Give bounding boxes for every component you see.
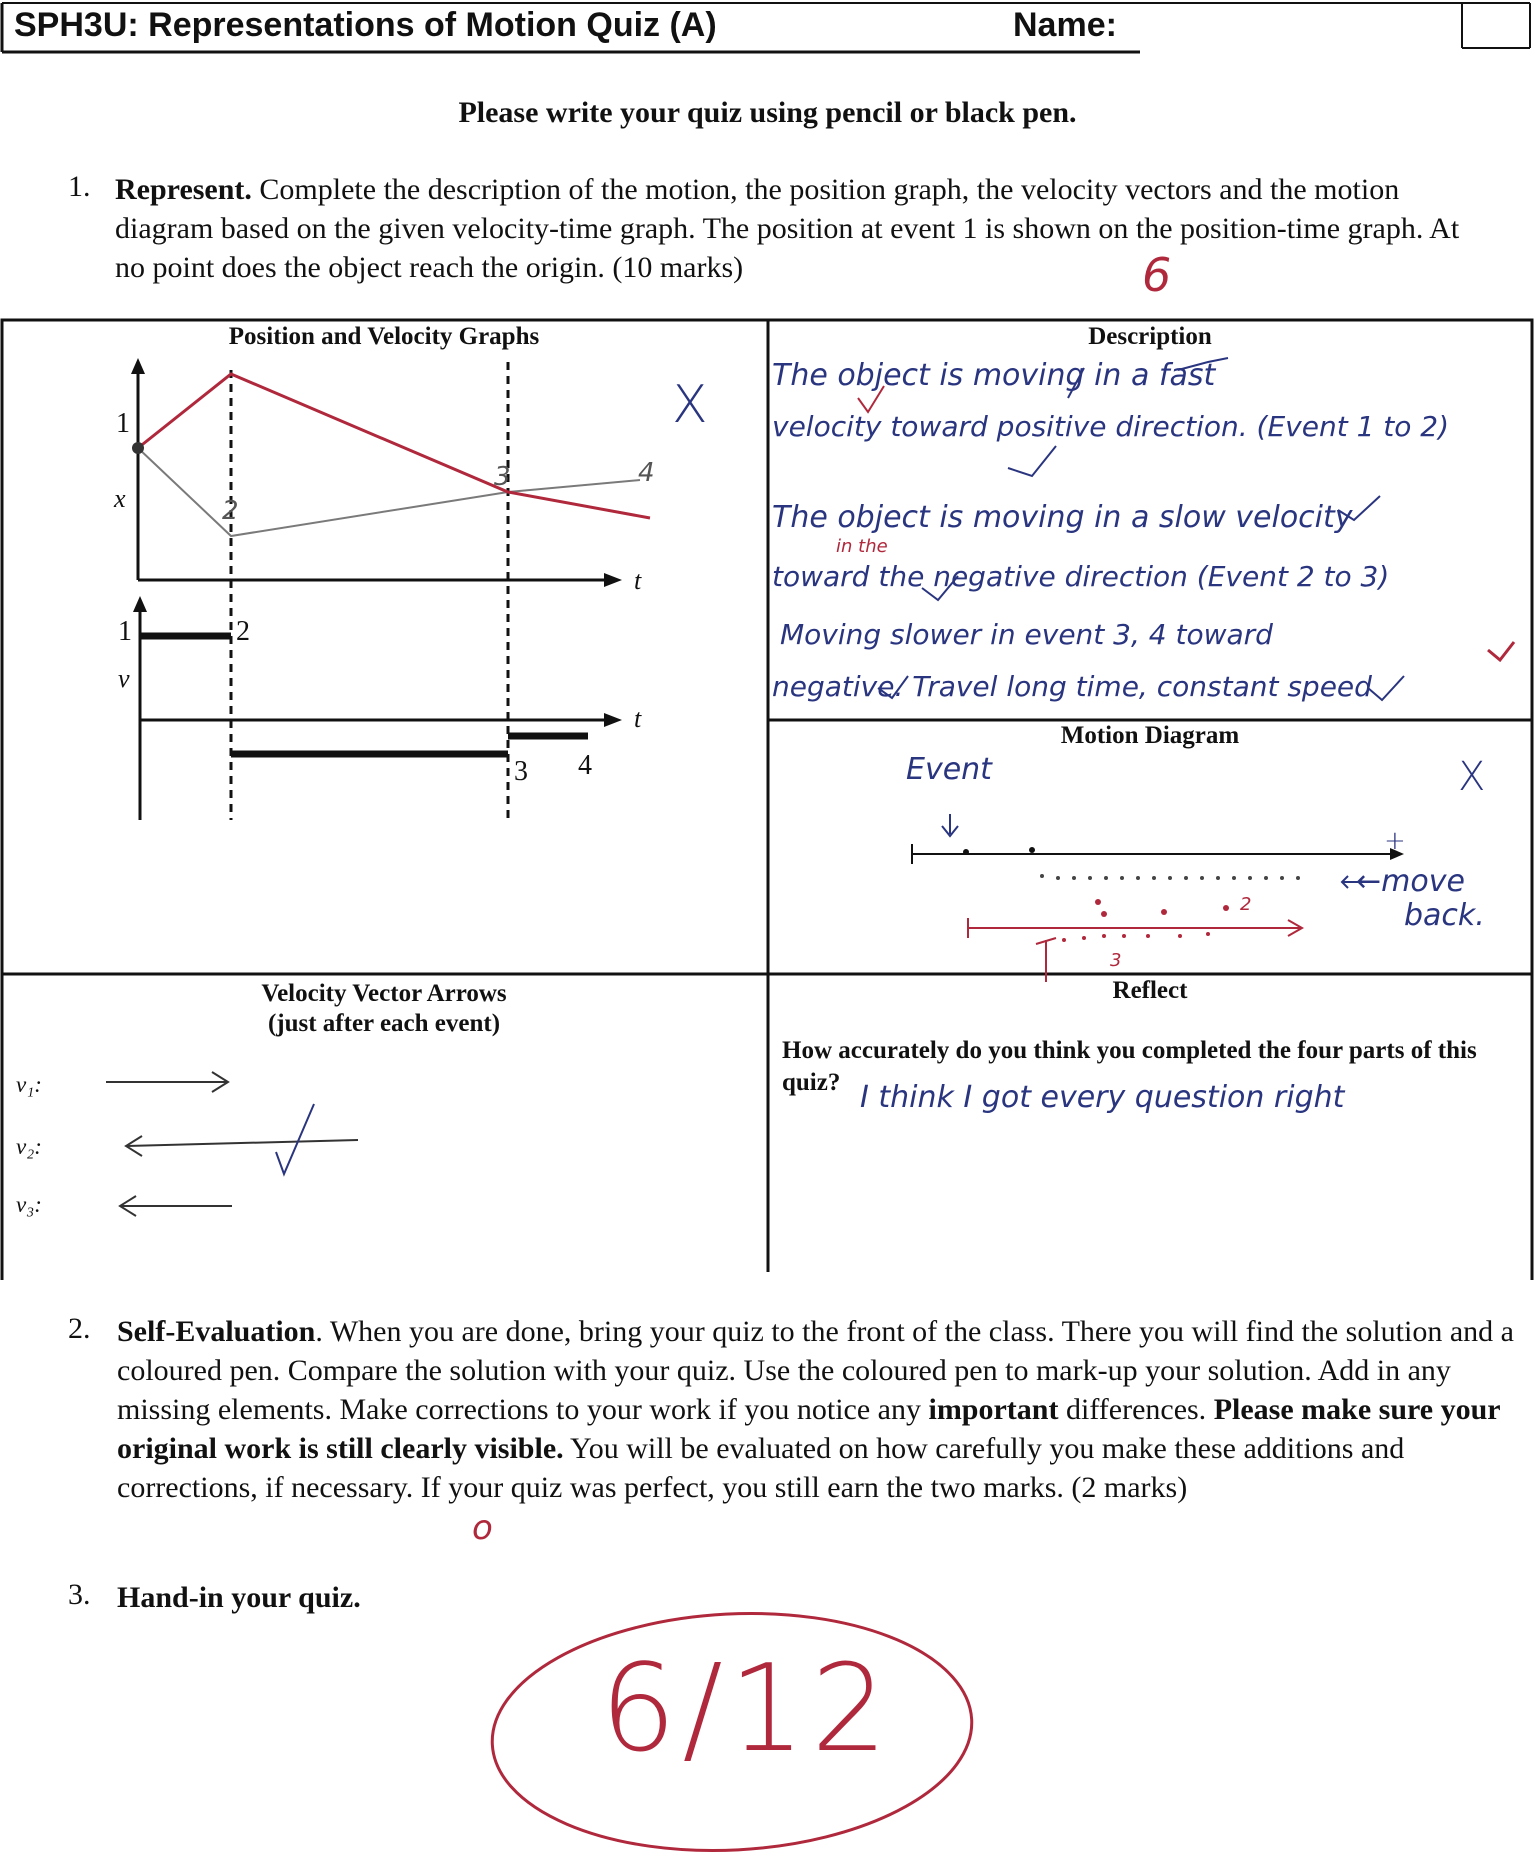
pos-event-3-label: 3 [494, 462, 511, 492]
question-2-number: 2. [68, 1312, 91, 1345]
pos-event-1-label: 1 [116, 408, 130, 439]
t-axis-label-position: t [634, 566, 642, 595]
reflect-title: Reflect [1112, 977, 1188, 1004]
question-2-bold-important: important [928, 1393, 1059, 1426]
description-line-1: The object is moving in a fast [772, 358, 1216, 393]
question-2-body-c: You will be evaluated on how carefully you make these additions and corrections, if necessary. If your quiz was perfect, you still earn the two marks. (2 marks) [117, 1432, 1405, 1504]
description-line-4: toward the negative direction (Event 2 to 3) [772, 560, 1390, 593]
motion-diagram-event-note: Event [906, 752, 992, 787]
vel-event-2-label: 2 [236, 616, 250, 647]
question-1-text [115, 170, 1475, 287]
pos-event-2-label: 2 [222, 496, 239, 526]
reflect-question: How accurately do you think you completed the four parts of this quiz? [782, 1037, 1477, 1096]
question-1-number: 1. [68, 170, 91, 203]
position-axes [131, 358, 622, 587]
quiz-title: SPH3U: Representations of Motion Quiz (A) [14, 6, 717, 44]
description-title: Description [1088, 323, 1212, 350]
v2-arrow [126, 1136, 358, 1156]
event-1-point [132, 442, 144, 454]
x-axis-label: x [114, 484, 126, 513]
vel-event-1-label: 1 [118, 616, 132, 647]
student-position-line [138, 448, 640, 536]
v2-label: v₂: [16, 1134, 42, 1159]
v3-arrow [120, 1196, 232, 1216]
question-2-body-b: differences. [1058, 1393, 1214, 1426]
velocity-vectors-title-1: Velocity Vector Arrows [261, 980, 507, 1007]
description-line-6: negative. Travel long time, constant speed [772, 670, 1372, 703]
v-axis-label: v [118, 664, 130, 693]
description-line-2: velocity toward positive direction. (Event 1 to 2) [772, 410, 1450, 443]
vel-event-3-label: 3 [514, 756, 528, 787]
description-line-5: Moving slower in event 3, 4 toward [780, 618, 1273, 651]
name-label: Name: [1013, 6, 1117, 44]
velocity-vectors-title-2: (just after each event) [267, 1010, 501, 1037]
description-line-3: The object is moving in a slow velocity [772, 500, 1353, 535]
motion-diagram-plus-sign: + [1384, 826, 1406, 856]
question-1-score: 6 [1142, 248, 1172, 302]
description-insert-note: in the [836, 536, 888, 557]
question-1-label: Represent. [115, 173, 252, 206]
motion-diagram-move-note: ←move [1356, 864, 1465, 899]
final-score: 6/12 [600, 1640, 894, 1779]
motion-diagram-red-label-3: 3 [1110, 950, 1122, 971]
description-check-marks [768, 350, 1532, 730]
v2-check-mark [276, 1104, 314, 1174]
graphs-title: Position and Velocity Graphs [228, 323, 540, 350]
v3-label: v₃: [16, 1192, 42, 1217]
motion-diagram-back-note: back. [1404, 898, 1485, 933]
question-2-body-a: . When you are done, bring your quiz to the front of the class. There you will find the solution and a coloured pen. Compare the solution with your quiz. Use the coloured pen to mark-up your solution. Add in any missing elements. Make corrections to your work if you notice any [117, 1315, 1514, 1426]
motion-diagram-red-label-2: 2 [1240, 894, 1252, 915]
question-2-label: Self-Evaluation [117, 1315, 316, 1348]
instructions: Please write your quiz using pencil or black pen. [458, 96, 1077, 129]
vel-event-4-label: 4 [578, 750, 592, 781]
graphs-wrong-mark: X [672, 375, 708, 435]
t-axis-label-velocity: t [634, 704, 642, 733]
question-2-text [117, 1312, 1517, 1507]
question-1-body: Complete the description of the motion, the position graph, the velocity vectors and the motion diagram based on the given velocity-time graph. The position at event 1 is shown on the position-time graph. At no point does the object reach the origin. (10 marks) [115, 173, 1460, 284]
velocity-axes [133, 596, 622, 820]
corrected-position-line [138, 374, 650, 518]
v1-label: v₁: [16, 1072, 42, 1097]
question-2-bold-visible: Please make sure your original work is still clearly visible. [117, 1393, 1501, 1465]
motion-diagram-title: Motion Diagram [1060, 722, 1240, 749]
velocity-vector-arrows [0, 1060, 768, 1240]
v1-arrow [106, 1072, 228, 1092]
pos-event-4-label: 4 [638, 458, 655, 488]
reflect-answer: I think I got every question right [860, 1080, 1345, 1115]
question-2-score: o [472, 1508, 493, 1548]
question-3-number: 3. [68, 1578, 91, 1611]
question-3-text: Hand-in your quiz. [117, 1581, 361, 1614]
motion-diagram-wrong-mark: X [1458, 754, 1486, 800]
